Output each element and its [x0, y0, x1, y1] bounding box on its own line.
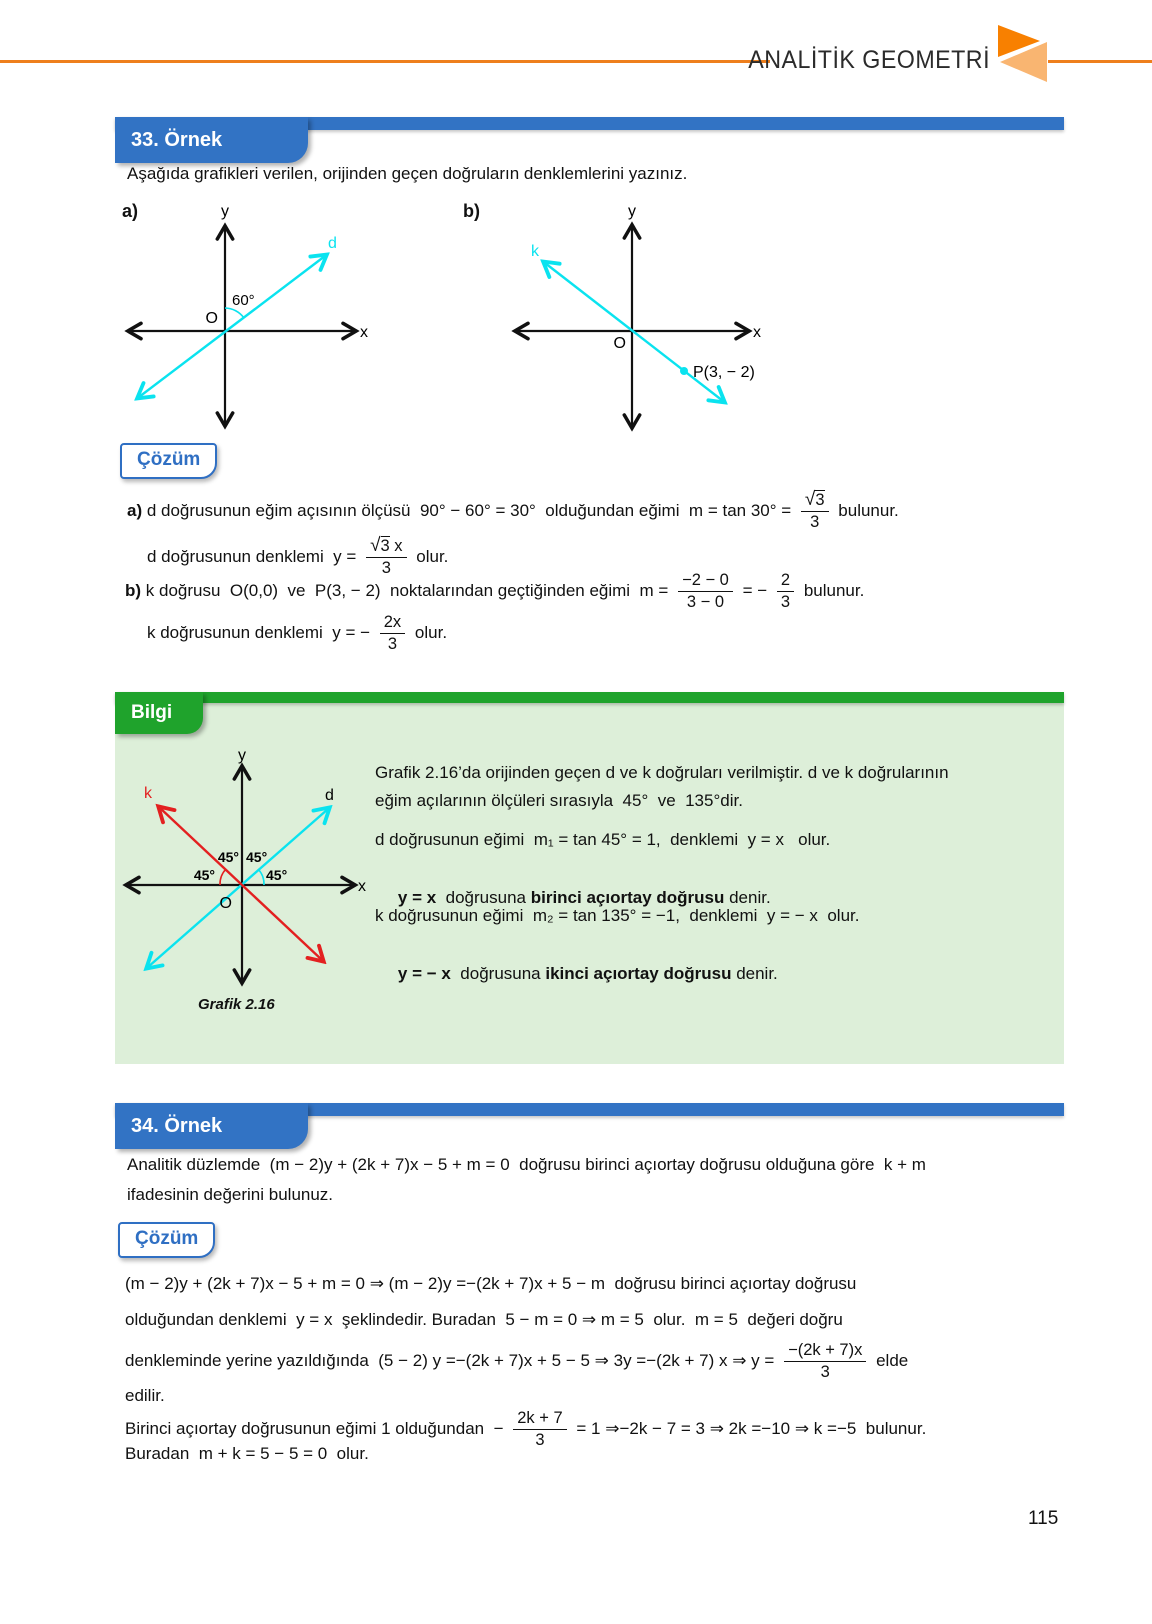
- header-rule-right: [1048, 60, 1152, 63]
- page-header-title: ANALİTİK GEOMETRİ: [748, 46, 990, 74]
- info-graph-line-d: [148, 809, 328, 967]
- info-graph-origin-label: O: [219, 895, 232, 912]
- info-graph-line-k-label: k: [144, 785, 152, 802]
- solution-34-line-3-text: denkleminde yerine yazıldığında (5 − 2) y =−(2k + 7)x + 5 − 5 ⇒ 3y =−(2k + 7) x ⇒ y =: [125, 1351, 780, 1370]
- fraction-2k7-over-3: $\frac{2k + 7}{3}$: [513, 1409, 566, 1450]
- graph-a: [112, 200, 372, 435]
- solution-33b-line-2: [147, 608, 447, 658]
- info-graph-x-label: x: [358, 878, 366, 895]
- solution-33b2-text: k doğrusunun denklemi y = −: [147, 623, 375, 642]
- info-graph-angle-left: 45°: [193, 867, 215, 883]
- graph-a-line-d: [139, 256, 325, 397]
- solution-34-badge: [118, 1222, 215, 1258]
- solution-34-line-4: edilir.: [125, 1386, 165, 1405]
- info-paragraph-line-1: Grafik 2.16’da orijinden geçen d ve k doğruları verilmiştir. d ve k doğrularının: [375, 763, 949, 782]
- info-graph-arc-left: [220, 869, 226, 885]
- graph-a-angle-label: 60°: [232, 292, 255, 309]
- solution-33-badge: [120, 443, 217, 479]
- section-34-title: 34. Örnek: [131, 1114, 223, 1137]
- solution-33a-line-1: [127, 486, 899, 536]
- info-graph-angle-upper-right: 45°: [246, 849, 268, 865]
- info-graph-angle-upper-left: 45°: [217, 849, 239, 865]
- solution-33b2-tail: olur.: [410, 623, 448, 642]
- solution-34-line-6: Buradan m + k = 5 − 5 = 0 olur.: [125, 1444, 369, 1463]
- graph-b-line-k-label: k: [531, 243, 539, 260]
- solution-34-badge-label: Çözüm: [135, 1228, 199, 1249]
- solution-34-line-1: (m − 2)y + (2k + 7)x − 5 + m = 0 ⇒ (m − 2)y =−(2k + 7)x + 5 − m doğrusu birinci açıortay doğrusu: [125, 1274, 857, 1293]
- section-34-tab: [115, 1103, 308, 1149]
- section-33-title: 33. Örnek: [131, 128, 223, 151]
- info-graph-angle-right: 45°: [266, 867, 288, 883]
- graph-b-x-label: x: [753, 324, 761, 341]
- solution-33b-marker: b): [125, 581, 146, 600]
- info-tab-label: Bilgi: [131, 702, 173, 723]
- solution-33-badge-label: Çözüm: [137, 449, 201, 470]
- graph-a-label: a): [122, 201, 139, 221]
- solution-33a-text: d doğrusunun eğim açısının ölçüsü 90° − 60° = 30° olduğundan eğimi m = tan 30° =: [146, 501, 796, 520]
- info-line-slope-k: k doğrusunun eğimi m₂ = tan 135° = −1, denklemi y = − x olur.: [375, 906, 860, 925]
- graph-a-x-label: x: [360, 324, 368, 341]
- solution-33b-text: k doğrusu O(0,0) ve P(3, − 2) noktalarından geçtiğinden eğimi m =: [145, 581, 674, 600]
- info-graph-line-d-label: d: [325, 787, 334, 804]
- fraction-2-over-3: $\frac{2}{3}$: [777, 571, 794, 612]
- solution-33b-mid: = −: [737, 581, 772, 600]
- info-line-first-bisector: y = x doğrusuna birinci açıortay doğrusu denir.: [397, 888, 771, 907]
- graph-a-y-label: y: [221, 203, 229, 220]
- fraction-2k7x-over-3: $\frac{-(2k + 7)x}{3}$: [784, 1341, 866, 1382]
- solution-34-line-5-text: Birinci açıortay doğrusunun eğimi 1 olduğundan −: [125, 1419, 509, 1438]
- graph-b-origin-label: O: [613, 335, 626, 352]
- fraction-sqrt3-over-3: $\frac{√3}{3}$: [801, 490, 829, 532]
- solution-33b-tail: bulunur.: [799, 581, 865, 600]
- info-line-second-bisector: y = − x doğrusuna ikinci açıortay doğrusu denir.: [397, 964, 778, 983]
- solution-33a-tail: bulunur.: [833, 501, 899, 520]
- example34-prompt-line-1: Analitik düzlemde (m − 2)y + (2k + 7)x − 5 + m = 0 doğrusu birinci açıortay doğrusu olduğuna göre k + m: [127, 1155, 926, 1174]
- fraction-sqrt3x-over-3: $\frac{√3 x}{3}$: [366, 536, 406, 578]
- info-graph-caption: Grafik 2.16: [198, 996, 275, 1013]
- page-number: 115: [1028, 1508, 1059, 1529]
- graph-b-point-p: [680, 367, 688, 375]
- solution-34-line-2: olduğundan denklemi y = x şeklindedir. Buradan 5 − m = 0 ⇒ m = 5 olur. m = 5 değeri doğru: [125, 1310, 843, 1329]
- brand-logo-icon: [990, 20, 1052, 86]
- solution-33a2-tail: olur.: [411, 547, 449, 566]
- graph-a-origin-label: O: [205, 310, 218, 327]
- info-bar: [115, 692, 1064, 703]
- solution-34-line-3-tail: elde: [871, 1351, 909, 1370]
- info-graph-y-label: y: [238, 747, 246, 764]
- solution-34-line-5-tail: = 1 ⇒−2k − 7 = 3 ⇒ 2k =−10 ⇒ k =−5 bulunur.: [571, 1419, 927, 1438]
- info-graph-arc-right: [258, 869, 264, 885]
- graph-b-label: b): [463, 201, 480, 221]
- graph-a-line-d-label: d: [328, 235, 337, 252]
- graph-b: [455, 200, 775, 435]
- info-tab: [115, 692, 203, 734]
- section-33-tab: [115, 117, 308, 163]
- fraction-2x-over-3: $\frac{2x}{3}$: [380, 613, 405, 654]
- solution-33a-marker: a): [127, 501, 147, 520]
- info-graph: [118, 740, 368, 990]
- solution-33a2-text: d doğrusunun denklemi y =: [147, 547, 362, 566]
- fraction-slope-b: $\frac{-2 - 0}{3 - 0}$: [678, 571, 733, 612]
- graph-b-point-p-label: P(3, − 2): [693, 364, 755, 381]
- graph-b-y-label: y: [628, 203, 636, 220]
- info-line-slope-d: d doğrusunun eğimi m₁ = tan 45° = 1, denklemi y = x olur.: [375, 830, 831, 849]
- example34-prompt-line-2: ifadesinin değerini bulunuz.: [127, 1185, 334, 1204]
- example33-prompt: Aşağıda grafikleri verilen, orijinden geçen doğruların denklemlerini yazınız.: [127, 164, 688, 183]
- solution-34-line-3: [125, 1336, 908, 1386]
- graph-a-angle-arc: [225, 308, 244, 318]
- info-paragraph-line-2: eğim açılarının ölçüleri sırasıyla 45° ve 135°dir.: [375, 791, 743, 810]
